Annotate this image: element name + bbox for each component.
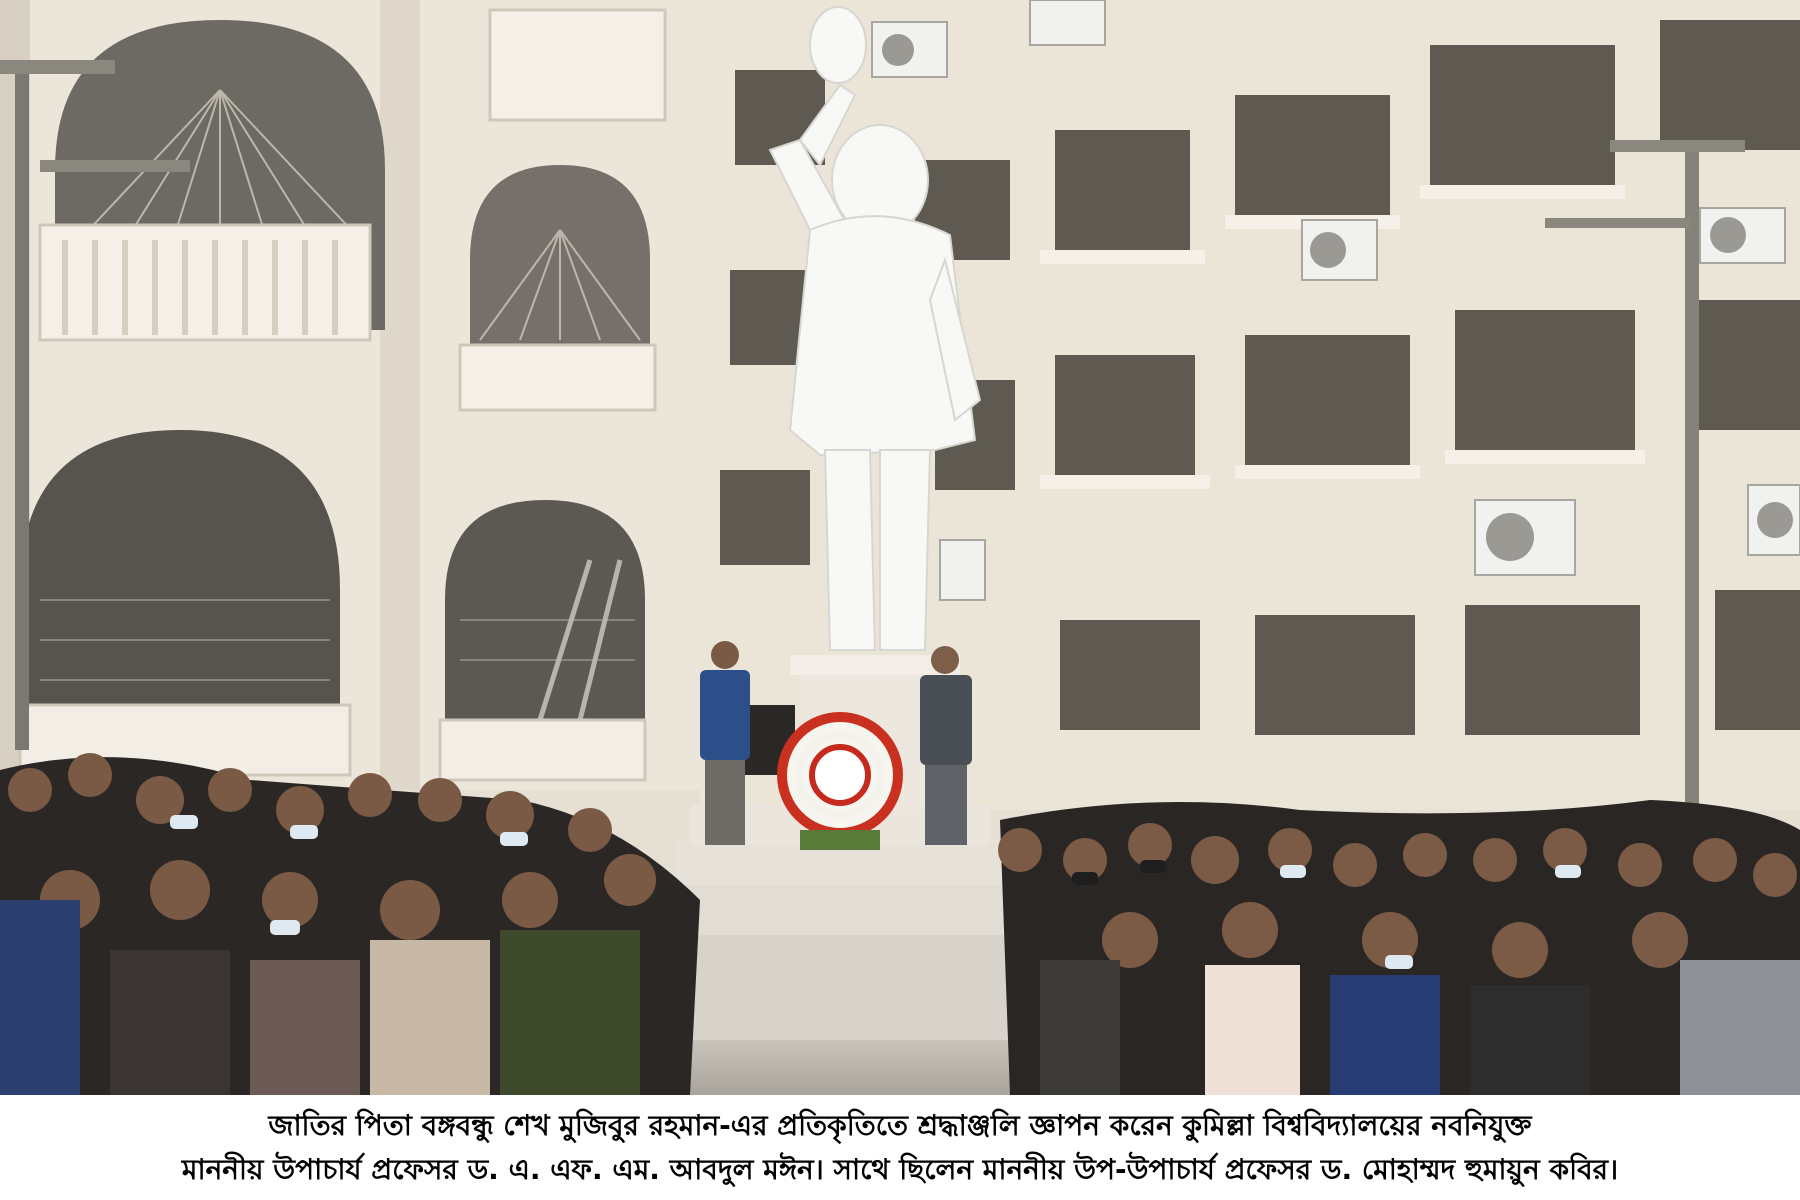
photo-caption <box>0 1095 1800 1200</box>
caption-line-2: মাননীয় উপাচার্য প্রফেসর ড. এ. এফ. এম. আবদুল মঈন। সাথে ছিলেন মাননীয় উপ-উপাচার্য প্রফেসর ড. মোহাম্মদ হুমায়ুন কবির। <box>181 1152 1619 1186</box>
official-left <box>700 641 750 845</box>
official-right <box>920 646 972 845</box>
crowd-right <box>998 800 1800 1095</box>
left-arched-building <box>0 0 700 790</box>
caption-line-1: জাতির পিতা বঙ্গবন্ধু শেখ মুজিবুর রহমান-এর প্রতিকৃতিতে শ্রদ্ধাঞ্জলি জ্ঞাপন করেন কুমিল্লা বিশ্ববিদ্যালয়ের নবনিযুক্ত <box>268 1108 1532 1142</box>
